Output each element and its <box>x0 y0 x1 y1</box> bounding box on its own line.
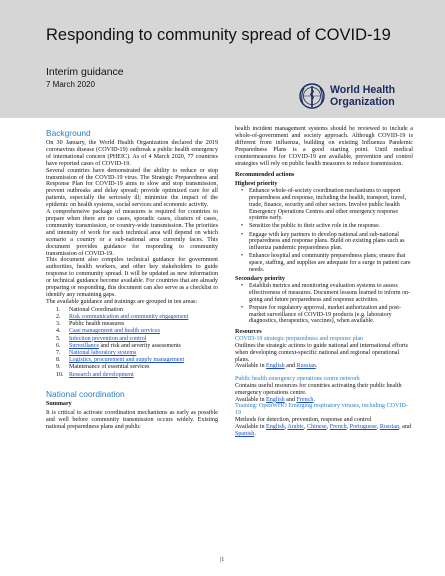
who-logo <box>298 80 438 112</box>
highest-priority-label: Highest priority <box>235 180 278 188</box>
technical-areas-list <box>46 307 218 379</box>
area-link-case-management[interactable]: Case management and health services <box>69 328 160 335</box>
language-link-portuguese[interactable]: Portuguese <box>349 424 377 431</box>
national-coordination-heading: National coordination <box>46 388 125 399</box>
list-item: 8. Logistics, procurement and supply management <box>56 357 185 364</box>
background-paragraph-2: Several countries have demonstrated the ability to reduce or stop transmission of the COVID-19 virus. The Strategic Preparedness and Response Plan for COVID-19 aims to slow and stop transmission, prevent outbreaks and delay spread; provide optimized care for all patients, especially the seriously ill; minimize the impact of the epidemic on health systems, social services and economic activity. <box>46 167 218 209</box>
language-link-spanish[interactable]: Spanish <box>235 430 255 437</box>
summary-paragraph: It is critical to activate coordination mechanisms as early as possible and well before community transmission occurs widely. Existing national preparedness plans and public <box>46 409 218 430</box>
list-item: 6. Surveillance and risk and severity assessments <box>56 342 181 349</box>
list-item: • Prepare for regulatory approval, market authorization and post-market surveillance of COVID-19 products (e.g. laboratory diagnostics, therapeutics, vaccines), when available. <box>241 304 401 325</box>
list-item: 4. Case management and health services <box>56 328 160 335</box>
secondary-priority-list <box>235 283 413 325</box>
language-link-russian[interactable]: Russian <box>379 424 400 431</box>
list-item: • Engage with key partners to develop national and sub-national preparedness and response plans. Build on existing plans such as influenza pandemic preparedness plan. <box>241 231 405 252</box>
list-item: • Sensitize the public to their active role in the response. <box>241 223 381 230</box>
list-item: 9. Maintenance of essential services <box>56 364 150 371</box>
area-link-risk-communication[interactable]: Risk communication and community engagement <box>69 313 189 320</box>
area-link-research[interactable]: Research and development <box>69 371 134 378</box>
resource-description-sprp: Outlines the strategic actions to guide national and international efforts when developing context-specific national and regional operational plans. <box>235 343 409 363</box>
list-item: • Enhance whole-of-society coordination mechanisms to support preparedness and response, including the health, transport, travel, trade, finance, security and other sectors. Involve public health Emergency Operations Centres and other emergency response systems early. <box>241 188 407 222</box>
page-title: Responding to community spread of COVID-19 <box>46 26 391 44</box>
recommended-actions-heading: Recommended actions <box>235 171 295 179</box>
language-link-russian[interactable]: Russian <box>296 363 316 370</box>
list-item: • Establish metrics and monitoring evaluation systems to assess effectiveness of measures. Document lessons learned to inform on-going and future preparedness and response activities. <box>241 283 411 303</box>
resource-description-eoc: Contains useful resources for countries activating their public health emergency operations centre. <box>235 383 402 396</box>
background-heading: Background <box>46 128 91 138</box>
list-item: • Enhance hospital and community preparedness plans; ensure that space, staffing, and supplies are adequate for a surge in patient care needs. <box>241 253 411 273</box>
language-link-french[interactable]: French <box>296 396 314 403</box>
language-link-arabic[interactable]: Arabic <box>287 424 304 431</box>
background-paragraph-4: This document also compiles technical guidance for government authorities, health workers, and other key stakeholders to guide response to community spread. It will be updated as new information or technical guidance become available. For countries that are already preparing or responding, this document can also serve as a checklist to identify any remaining gaps. <box>46 257 218 298</box>
language-link-english[interactable]: English <box>266 396 285 403</box>
secondary-priority-label: Secondary priority <box>235 275 286 283</box>
who-logo-line1: World Health <box>330 84 396 96</box>
page-number: |1 <box>220 557 225 563</box>
who-logo-line2: Organization <box>330 96 395 108</box>
area-link-surveillance[interactable]: Surveillance <box>69 342 99 349</box>
language-link-chinese[interactable]: Chinese <box>307 424 327 431</box>
highest-priority-list <box>235 188 413 273</box>
resource-title-sprp[interactable]: COVID-19 strategic preparedness and response plan <box>235 336 364 343</box>
list-item: 2. Risk communication and community engagement <box>56 313 189 320</box>
who-logo-text <box>330 84 438 108</box>
title-banner <box>0 0 445 118</box>
who-emblem-icon <box>298 82 326 110</box>
training-description: Methods for detection, prevention, response and control <box>235 417 372 424</box>
language-link-english[interactable]: English <box>266 363 285 370</box>
language-link-english[interactable]: English <box>266 424 285 431</box>
document-date: 7 March 2020 <box>46 80 95 89</box>
area-link-laboratory-systems[interactable]: National laboratory systems <box>69 349 137 356</box>
summary-continued: health incident management systems should be reviewed to include a whole-of-government and society approach. Although COVID-19 is different from influenza, building on existing Influenza Pandemic Preparedness Plans is a good starting point. Until medical countermeasures for COVID-19 are available, prevention and control strategies will rely on public health measures to reduce transmission. <box>235 126 413 167</box>
language-link-french[interactable]: French <box>329 424 347 431</box>
left-column <box>46 126 218 430</box>
resources-heading: Resources <box>235 328 262 336</box>
list-item: 5. Infection prevention and control <box>56 335 147 342</box>
background-paragraph-1: On 30 January, the World Health Organization declared the 2019 coronavirus disease (COVID-19) outbreak a public health emergency of international concern (PHEIC). As of 4 March 2020, 77 countries have reported cases of COVID-19. <box>46 140 218 167</box>
areas-intro: The available guidance and trainings are grouped in ten areas: <box>46 298 198 305</box>
resource-availability-eoc: Available in English and French. <box>235 396 315 403</box>
resource-title-eoc-network[interactable]: Public health emergency operations centre network <box>235 376 360 383</box>
right-column <box>235 126 413 438</box>
area-link-infection-prevention[interactable]: Infection prevention and control <box>69 335 147 342</box>
list-item: 10. Research and development <box>56 371 134 378</box>
background-paragraph-3: A comprehensive package of measures is required for countries to prepare when there are no cases, sporadic cases, clusters of cases, community transmission, or country-wide transmission. The priorities and intensity of work for each technical area will depend on which scenario a country or a sub-national area currently faces. This document provides guidance for responding to community transmission of COVID-19. <box>46 209 218 257</box>
resource-availability-sprp: Available in English and Russian. <box>235 363 318 370</box>
document-subtitle: Interim guidance <box>46 66 124 78</box>
resource-availability-training: Available in English, Arabic, Chinese, French, Portuguese, Russian, and Spanish. <box>235 424 411 437</box>
area-link-logistics[interactable]: Logistics, procurement and supply management <box>69 357 185 364</box>
summary-label: Summary <box>46 400 72 407</box>
list-item: 3. Public health measures <box>56 321 125 328</box>
list-item: 7. National laboratory systems <box>56 349 137 356</box>
list-item: 1. National Coordination <box>56 306 123 313</box>
training-link-openwho[interactable]: Training: OpenWHO Emerging respiratory viruses, including COVID-19 <box>235 403 408 417</box>
